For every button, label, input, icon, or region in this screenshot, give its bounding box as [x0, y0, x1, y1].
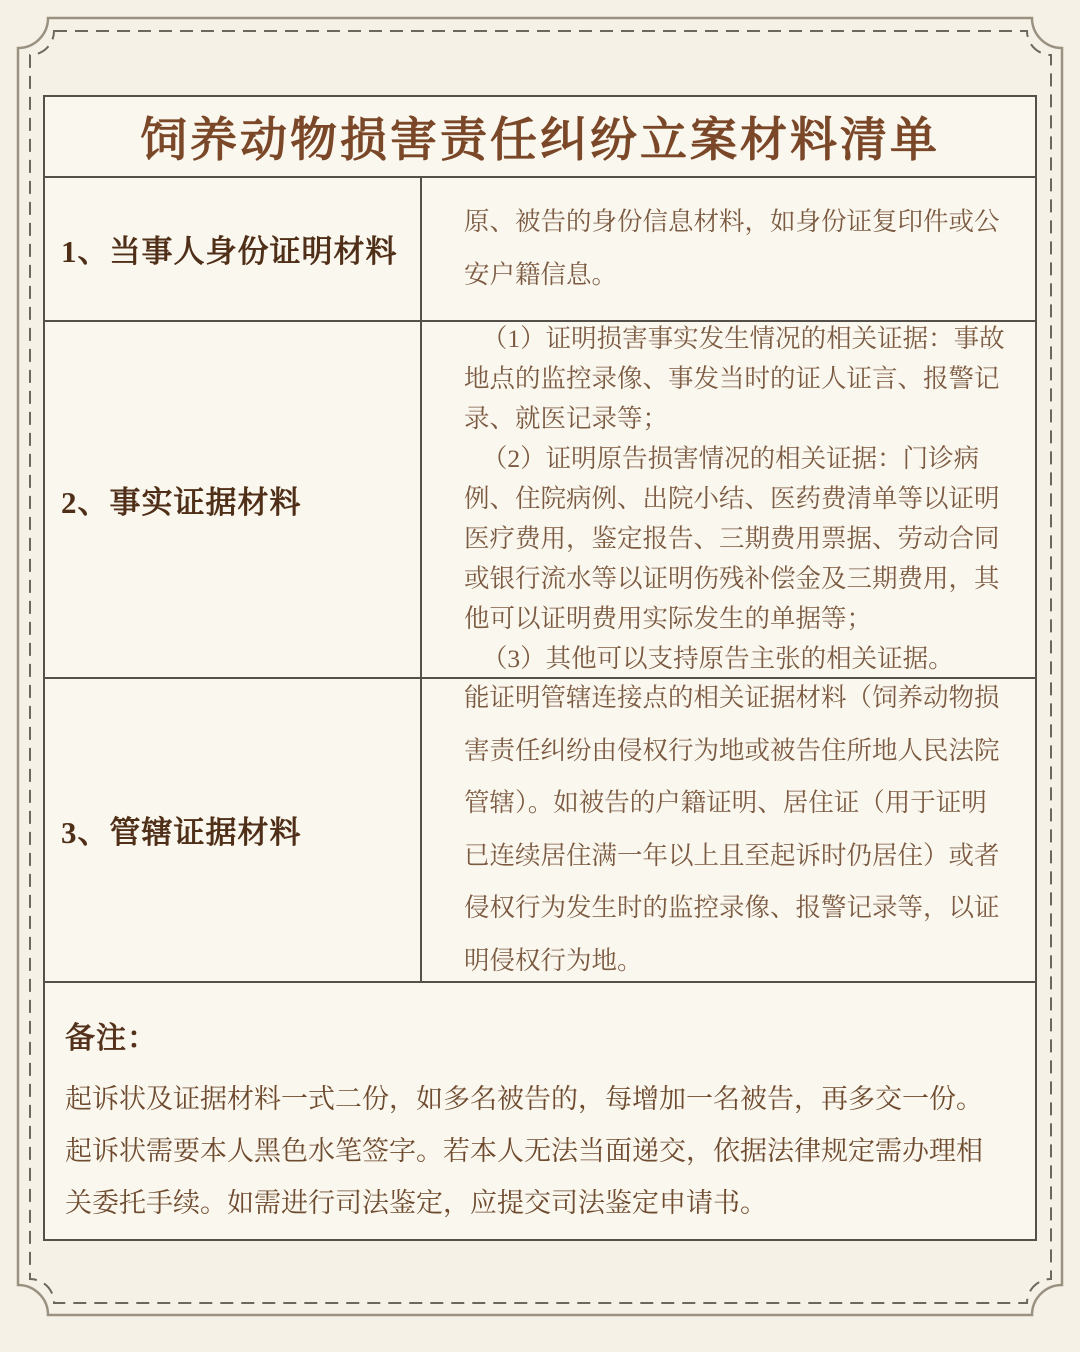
row2-paragraph-3: （3）其他可以支持原告主张的相关证据。 [481, 644, 954, 674]
row3-paragraph: 能证明管辖连接点的相关证据材料（饲养动物损害责任纠纷由侵权行为地或被告住所地人民法院管辖）。如被告的户籍证明、居住证（用于证明已连续居住满一年以上且至起诉时仍居住）或者侵权行为发生时的监控录像、报警记录等，以证明侵权行为地。 [464, 683, 1000, 975]
page-title: 饲养动物损害责任纠纷立案材料清单 [140, 115, 940, 168]
row3-label: 3、管辖证据材料 [61, 815, 302, 851]
row3-content-cell [422, 679, 1035, 981]
notes-section [45, 983, 1035, 1239]
table-row [45, 679, 1035, 983]
table-row [45, 322, 1035, 679]
row3-label-cell [45, 679, 422, 981]
row2-paragraph-2: （2）证明原告损害情况的相关证据：门诊病例、住院病例、出院小结、医药费清单等以证明医疗费用，鉴定报告、三期费用票据、劳动合同或银行流水等以证明伤残补偿金及三期费用，其他可以证明费用实际发生的单据等； [464, 444, 1000, 634]
materials-checklist-table [43, 95, 1037, 1241]
notes-body: 起诉状及证据材料一式二份，如多名被告的，每增加一名被告，再多交一份。起诉状需要本人黑色水笔签字。若本人无法当面递交，依据法律规定需办理相关委托手续。如需进行司法鉴定，应提交司法鉴定申请书。 [65, 1083, 983, 1218]
row2-content-cell [422, 322, 1035, 677]
row2-paragraph-1: （1）证明损害事实发生情况的相关证据：事故地点的监控录像、事发当时的证人证言、报警记录、就医记录等； [464, 324, 1005, 434]
row1-label: 1、当事人身份证明材料 [61, 234, 398, 270]
row2-label: 2、事实证据材料 [61, 484, 302, 520]
row1-label-cell [45, 178, 422, 320]
notes-heading: 备注： [65, 1021, 158, 1055]
table-row [45, 178, 1035, 322]
row1-paragraph: 原、被告的身份信息材料，如身份证复印件或公安户籍信息。 [464, 207, 1000, 289]
table-title-row [45, 97, 1035, 178]
row1-content-cell [422, 178, 1035, 320]
row2-label-cell [45, 322, 422, 677]
